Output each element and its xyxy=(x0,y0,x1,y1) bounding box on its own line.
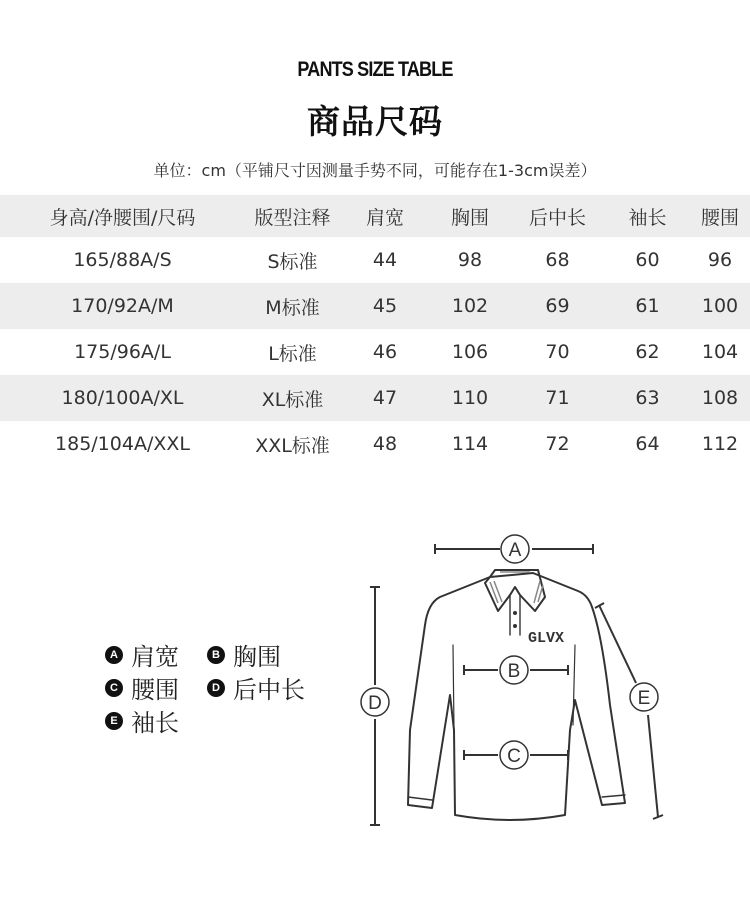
table-cell: 108 xyxy=(690,375,750,421)
marker-e-icon: E xyxy=(105,712,123,730)
legend-item-sleeve xyxy=(105,703,207,738)
column-header: 袖长 xyxy=(605,195,690,237)
legend-label: 胸围 xyxy=(233,643,281,671)
table-cell: M标准 xyxy=(245,283,340,329)
table-cell: 68 xyxy=(545,249,570,271)
table-cell: 100 xyxy=(690,283,750,329)
table-cell: XXL标准 xyxy=(255,434,330,457)
table-row xyxy=(0,329,750,375)
shirt-outline xyxy=(408,573,625,820)
legend-item-shoulder xyxy=(105,637,207,672)
table-cell: 112 xyxy=(701,433,739,455)
marker-c-icon: C xyxy=(105,679,123,697)
table-cell: XL标准 xyxy=(245,375,340,421)
legend-label: 腰围 xyxy=(131,676,179,704)
table-cell: 175/96A/L xyxy=(74,341,171,363)
table-cell: 185/104A/XXL xyxy=(55,433,190,455)
column-header: 后中长 xyxy=(510,195,605,237)
table-cell: 47 xyxy=(340,375,430,421)
marker-a-label: A xyxy=(508,540,522,561)
marker-c-label: C xyxy=(507,746,521,767)
table-cell: 48 xyxy=(372,433,398,455)
marker-d-icon: D xyxy=(207,679,225,697)
shirt-measurement-diagram xyxy=(340,525,680,835)
column-header: 肩宽 xyxy=(340,195,430,237)
legend-item-waist xyxy=(105,670,207,705)
table-cell: 45 xyxy=(340,283,430,329)
marker-a-icon: A xyxy=(105,646,123,664)
table-cell: 46 xyxy=(372,341,398,363)
legend-label: 袖长 xyxy=(131,709,179,737)
table-cell: L标准 xyxy=(268,342,317,365)
table-cell: 70 xyxy=(545,341,570,363)
table-cell: 61 xyxy=(605,283,690,329)
table-cell: 71 xyxy=(510,375,605,421)
table-row xyxy=(0,237,750,283)
legend-label: 肩宽 xyxy=(131,643,179,671)
table-cell: 62 xyxy=(635,341,660,363)
marker-b-icon: B xyxy=(207,646,225,664)
table-cell: 114 xyxy=(451,433,489,455)
table-row xyxy=(0,375,750,421)
table-cell: 170/92A/M xyxy=(0,283,245,329)
marker-e-label: E xyxy=(637,688,651,709)
table-cell: 63 xyxy=(605,375,690,421)
column-header: 腰围 xyxy=(690,195,750,237)
table-cell: 72 xyxy=(545,433,570,455)
size-table xyxy=(0,195,750,467)
marker-d-label: D xyxy=(368,693,382,714)
marker-b-label: B xyxy=(507,661,521,682)
brand-print: GLVX xyxy=(528,630,565,647)
table-cell: 110 xyxy=(430,375,510,421)
table-cell: 69 xyxy=(510,283,605,329)
table-cell: 44 xyxy=(372,249,398,271)
legend-label: 后中长 xyxy=(233,676,305,704)
table-row xyxy=(0,421,750,467)
table-cell: 106 xyxy=(451,341,489,363)
title-chinese: 商品尺码 xyxy=(307,102,443,141)
table-cell: 104 xyxy=(701,341,739,363)
table-cell: 165/88A/S xyxy=(73,249,172,271)
table-cell: S标准 xyxy=(267,250,318,273)
table-cell: 180/100A/XL xyxy=(0,375,245,421)
table-cell: 60 xyxy=(635,249,660,271)
legend-item-chest xyxy=(207,637,309,672)
table-cell: 102 xyxy=(430,283,510,329)
table-cell: 96 xyxy=(707,249,733,271)
title-english: PANTS SIZE TABLE xyxy=(297,58,453,81)
table-row xyxy=(0,283,750,329)
unit-note: 单位：cm（平铺尺寸因测量手势不同，可能存在1-3cm误差） xyxy=(153,161,597,180)
table-cell: 98 xyxy=(457,249,483,271)
legend-item-back-length xyxy=(207,670,309,705)
table-header-row xyxy=(0,195,750,237)
table-cell: 64 xyxy=(635,433,660,455)
column-header: 版型注释 xyxy=(245,195,340,237)
column-header: 身高/净腰围/尺码 xyxy=(0,195,245,237)
column-header: 胸围 xyxy=(430,195,510,237)
measurement-legend xyxy=(105,638,335,737)
